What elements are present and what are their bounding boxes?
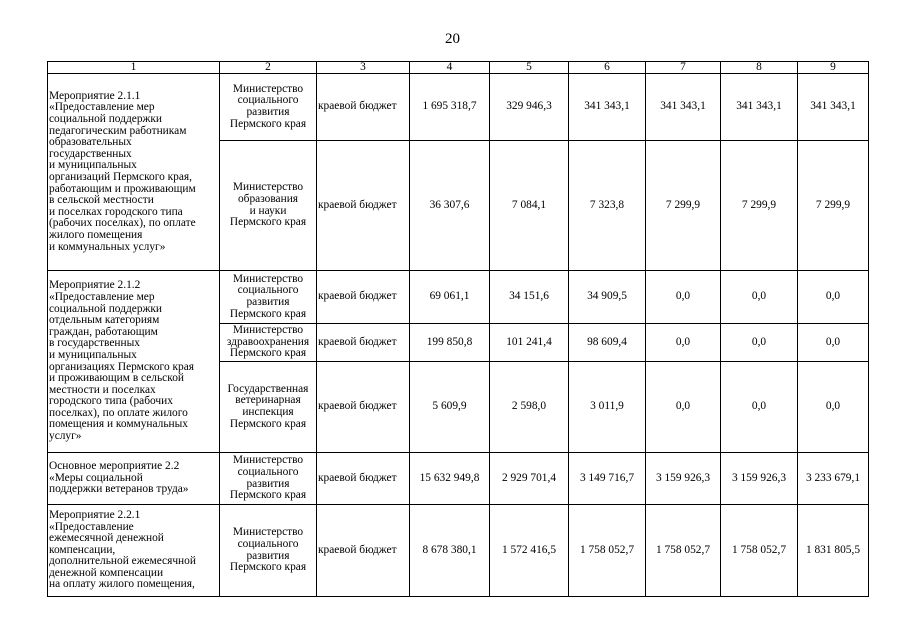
amount-cell: 0,0 xyxy=(721,324,798,362)
amount-cell: 15 632 949,8 xyxy=(410,453,490,505)
measure-name-line: и проживающим в сельской xyxy=(49,372,184,385)
column-number: 4 xyxy=(410,62,490,74)
executor-line: Министерство xyxy=(232,454,304,467)
measure-name-line: педагогическим работникам xyxy=(49,124,187,137)
measure-name-cell xyxy=(48,74,220,271)
measure-name-line: компенсации, xyxy=(49,543,116,556)
executor-line: развития xyxy=(246,477,290,490)
measure-name-cell xyxy=(48,505,220,597)
measure-name-line: услуг» xyxy=(49,430,82,443)
funding-source-cell: краевой бюджет xyxy=(317,453,410,505)
measure-name-line: Основное мероприятие 2.2 xyxy=(49,460,180,473)
executor-line: социального xyxy=(237,94,299,107)
executor-line: Пермского края xyxy=(229,216,307,229)
amount-cell: 3 149 716,7 xyxy=(569,453,646,505)
amount-cell: 3 011,9 xyxy=(569,362,646,453)
measure-name-line: «Предоставление xyxy=(49,520,134,533)
amount-cell: 1 758 052,7 xyxy=(569,505,646,597)
executor-cell xyxy=(220,505,317,597)
amount-cell: 2 929 701,4 xyxy=(490,453,569,505)
amount-cell: 5 609,9 xyxy=(410,362,490,453)
executor-line: социального xyxy=(237,537,299,550)
amount-cell: 7 299,9 xyxy=(721,141,798,271)
executor-line: Министерство xyxy=(232,324,304,337)
executor-line: Министерство xyxy=(232,181,304,194)
column-number: 2 xyxy=(220,62,317,74)
column-number: 7 xyxy=(646,62,721,74)
amount-cell: 3 159 926,3 xyxy=(646,453,721,505)
budget-table xyxy=(47,61,869,597)
executor-line: Государственная xyxy=(227,382,309,395)
measure-name-line: организациях Пермского края xyxy=(49,360,195,373)
measure-name-line: поддержки ветеранов труда» xyxy=(49,483,189,496)
column-number: 3 xyxy=(317,62,410,74)
amount-cell: 7 323,8 xyxy=(569,141,646,271)
amount-cell: 0,0 xyxy=(646,324,721,362)
executor-line: и науки xyxy=(249,204,287,217)
amount-cell: 1 758 052,7 xyxy=(646,505,721,597)
amount-cell: 1 831 805,5 xyxy=(798,505,869,597)
measure-name-line: социальной поддержки xyxy=(49,302,163,315)
column-number: 1 xyxy=(48,62,220,74)
amount-cell: 341 343,1 xyxy=(721,74,798,141)
executor-line: Пермского края xyxy=(229,347,307,360)
amount-cell: 2 598,0 xyxy=(490,362,569,453)
amount-cell: 34 909,5 xyxy=(569,271,646,324)
amount-cell: 3 159 926,3 xyxy=(721,453,798,505)
amount-cell: 341 343,1 xyxy=(569,74,646,141)
measure-name-line: Мероприятие 2.1.2 xyxy=(49,279,141,292)
amount-cell: 3 233 679,1 xyxy=(798,453,869,505)
measure-name-line: в государственных xyxy=(49,337,140,350)
amount-cell: 0,0 xyxy=(646,271,721,324)
amount-cell: 69 061,1 xyxy=(410,271,490,324)
measure-name-line: на оплату жилого помещения, xyxy=(49,578,195,591)
measure-name-line: государственных xyxy=(49,147,132,160)
measure-name-line: отдельным категориям xyxy=(49,314,160,327)
executor-cell xyxy=(220,362,317,453)
measure-name-line: и муниципальных xyxy=(49,159,137,172)
executor-line: Министерство xyxy=(232,272,304,285)
amount-cell: 34 151,6 xyxy=(490,271,569,324)
measure-name-line: поселках), по оплате жилого xyxy=(49,406,188,419)
amount-cell: 0,0 xyxy=(798,324,869,362)
executor-line: Пермского края xyxy=(229,117,307,130)
measure-name-line: помещения и коммунальных xyxy=(49,418,189,431)
measure-name-line: работающим и проживающим xyxy=(49,182,196,195)
measure-name-line: местности и поселках xyxy=(49,383,156,396)
measure-name-line: ежемесячной денежной xyxy=(49,532,164,545)
measure-name-line: в сельской местности xyxy=(49,194,154,207)
table-row xyxy=(48,271,869,324)
funding-source-cell: краевой бюджет xyxy=(317,324,410,362)
measure-name-line: организаций Пермского края, xyxy=(49,171,193,183)
table-row xyxy=(48,505,869,597)
executor-line: Пермского края xyxy=(229,489,307,502)
measure-name-line: «Предоставление мер xyxy=(49,101,155,114)
measure-name-line: граждан, работающим xyxy=(49,325,158,338)
executor-line: социального xyxy=(237,284,299,297)
amount-cell: 199 850,8 xyxy=(410,324,490,362)
amount-cell: 1 572 416,5 xyxy=(490,505,569,597)
measure-name-line: (рабочих поселках), по оплате xyxy=(49,217,196,230)
executor-cell xyxy=(220,74,317,141)
executor-line: развития xyxy=(246,296,290,308)
executor-line: развития xyxy=(246,549,290,562)
measure-name-line: денежной компенсации xyxy=(49,566,164,579)
measure-name-cell xyxy=(48,453,220,505)
measure-name-line: дополнительной ежемесячной xyxy=(49,555,196,568)
measure-name-line: Мероприятие 2.2.1 xyxy=(49,508,141,521)
funding-source-cell: краевой бюджет xyxy=(317,271,410,324)
executor-line: инспекция xyxy=(242,406,294,418)
measure-name-line: образовательных xyxy=(49,136,132,149)
funding-source-cell: краевой бюджет xyxy=(317,74,410,141)
executor-line: Пермского края xyxy=(229,307,307,320)
amount-cell: 0,0 xyxy=(721,362,798,453)
amount-cell: 1 695 318,7 xyxy=(410,74,490,141)
measure-name-line: и коммунальных услуг» xyxy=(49,240,166,253)
measure-name-line: жилого помещения xyxy=(49,228,143,241)
amount-cell: 341 343,1 xyxy=(798,74,869,141)
executor-cell xyxy=(220,141,317,271)
executor-line: социального xyxy=(237,465,299,478)
measure-name-cell xyxy=(48,271,220,453)
funding-source-cell: краевой бюджет xyxy=(317,362,410,453)
amount-cell: 0,0 xyxy=(721,271,798,324)
executor-line: Пермского края xyxy=(229,417,307,430)
column-number: 5 xyxy=(490,62,569,74)
measure-name-line: и муниципальных xyxy=(49,348,137,361)
executor-line: Министерство xyxy=(232,82,304,95)
amount-cell: 7 084,1 xyxy=(490,141,569,271)
measure-name-line: Мероприятие 2.1.1 xyxy=(49,89,141,102)
page-number: 20 xyxy=(445,31,460,47)
table-row xyxy=(48,74,869,141)
amount-cell: 101 241,4 xyxy=(490,324,569,362)
executor-cell xyxy=(220,453,317,505)
amount-cell: 98 609,4 xyxy=(569,324,646,362)
amount-cell: 0,0 xyxy=(798,362,869,453)
measure-name-line: «Предоставление мер xyxy=(49,290,155,303)
executor-line: образования xyxy=(237,192,299,205)
measure-name-line: городского типа (рабочих xyxy=(49,395,173,408)
table-row xyxy=(48,453,869,505)
column-number: 9 xyxy=(798,62,869,74)
header-row xyxy=(48,62,869,74)
amount-cell: 329 946,3 xyxy=(490,74,569,141)
amount-cell: 1 758 052,7 xyxy=(721,505,798,597)
amount-cell: 0,0 xyxy=(646,362,721,453)
measure-name-line: социальной поддержки xyxy=(49,113,163,126)
executor-cell xyxy=(220,271,317,324)
executor-line: ветеринарная xyxy=(235,394,301,407)
amount-cell: 7 299,9 xyxy=(646,141,721,271)
amount-cell: 8 678 380,1 xyxy=(410,505,490,597)
amount-cell: 36 307,6 xyxy=(410,141,490,271)
executor-line: развития xyxy=(246,106,290,118)
funding-source-cell: краевой бюджет xyxy=(317,505,410,597)
funding-source-cell: краевой бюджет xyxy=(317,141,410,271)
executor-line: Министерство xyxy=(232,526,304,539)
amount-cell: 341 343,1 xyxy=(646,74,721,141)
executor-line: здравоохранения xyxy=(226,335,310,348)
executor-line: Пермского края xyxy=(229,561,307,574)
amount-cell: 7 299,9 xyxy=(798,141,869,271)
measure-name-line: и поселках городского типа xyxy=(49,205,183,218)
measure-name-line: «Меры социальной xyxy=(49,471,143,484)
amount-cell: 0,0 xyxy=(798,271,869,324)
column-number: 6 xyxy=(569,62,646,74)
executor-cell xyxy=(220,324,317,362)
column-number: 8 xyxy=(721,62,798,74)
